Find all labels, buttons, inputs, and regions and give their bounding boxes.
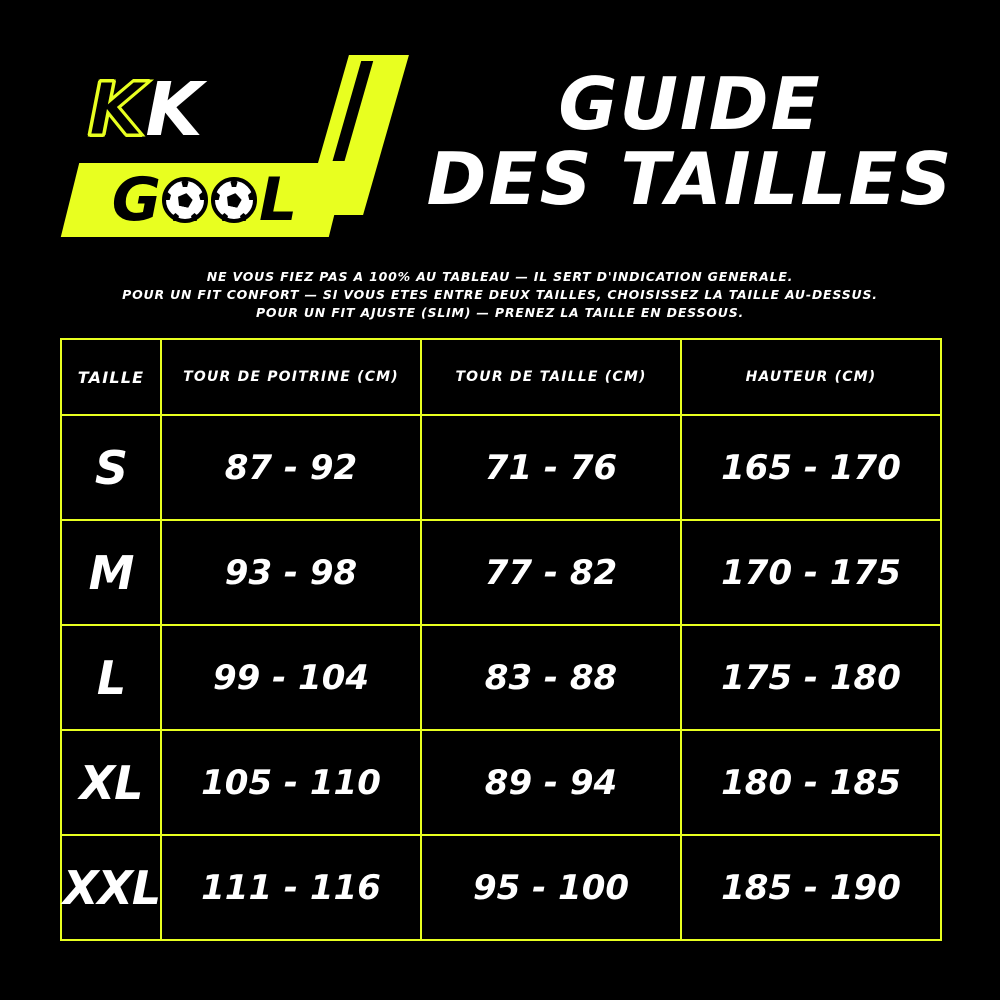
logo-letter-k-solid: K: [145, 67, 201, 153]
page-title: [420, 62, 960, 222]
table-row: [61, 625, 941, 730]
cell-height: 180 - 185: [681, 730, 941, 835]
page-title-line-2: DES TAILLES: [426, 137, 954, 222]
cell-size: S: [61, 415, 161, 520]
logo-top-letters: [88, 67, 201, 153]
column-header-size: TAILLE: [61, 339, 161, 415]
cell-chest: 87 - 92: [161, 415, 421, 520]
soccer-ball-icon: [211, 177, 257, 223]
logo-word-end: L: [259, 165, 297, 235]
guidance-notes: [60, 268, 940, 322]
cell-height: 175 - 180: [681, 625, 941, 730]
cell-waist: 89 - 94: [421, 730, 681, 835]
column-header-waist: TOUR DE TAILLE (CM): [421, 339, 681, 415]
guidance-note: POUR UN FIT AJUSTE (SLIM) — PRENEZ LA TAILLE EN DESSOUS.: [255, 305, 745, 321]
cell-chest: 99 - 104: [161, 625, 421, 730]
table-header-row: [61, 339, 941, 415]
cell-waist: 77 - 82: [421, 520, 681, 625]
cell-size: XL: [61, 730, 161, 835]
cell-chest: 93 - 98: [161, 520, 421, 625]
guidance-note: NE VOUS FIEZ PAS A 100% AU TABLEAU — IL SERT D'INDICATION GENERALE.: [206, 269, 794, 284]
cell-chest: 111 - 116: [161, 835, 421, 940]
guidance-note: POUR UN FIT CONFORT — SI VOUS ETES ENTRE DEUX TAILLES, CHOISISSEZ LA TAILLE AU-DESSUS.: [122, 287, 878, 303]
cell-height: 185 - 190: [681, 835, 941, 940]
logo-banner-text: [70, 163, 338, 237]
soccer-ball-icon: [162, 177, 208, 223]
brand-logo: [70, 45, 390, 245]
column-header-chest: TOUR DE POITRINE (CM): [161, 339, 421, 415]
cell-waist: 83 - 88: [421, 625, 681, 730]
size-table: [60, 338, 942, 941]
logo-letter-k-outline: K: [88, 67, 144, 153]
cell-height: 165 - 170: [681, 415, 941, 520]
cell-size: XXL: [61, 835, 161, 940]
logo-banner: [61, 163, 347, 237]
size-table-body: [61, 415, 941, 940]
page-title-line-1: GUIDE: [558, 62, 822, 146]
cell-size: L: [61, 625, 161, 730]
table-row: [61, 520, 941, 625]
cell-size: M: [61, 520, 161, 625]
cell-waist: 71 - 76: [421, 415, 681, 520]
logo-slash-notch: [333, 61, 374, 161]
table-row: [61, 415, 941, 520]
size-table-container: [60, 338, 940, 941]
table-row: [61, 835, 941, 940]
cell-chest: 105 - 110: [161, 730, 421, 835]
table-row: [61, 730, 941, 835]
size-table-head: [61, 339, 941, 415]
cell-waist: 95 - 100: [421, 835, 681, 940]
logo-word-start: G: [111, 165, 160, 235]
column-header-height: HAUTEUR (CM): [681, 339, 941, 415]
cell-height: 170 - 175: [681, 520, 941, 625]
